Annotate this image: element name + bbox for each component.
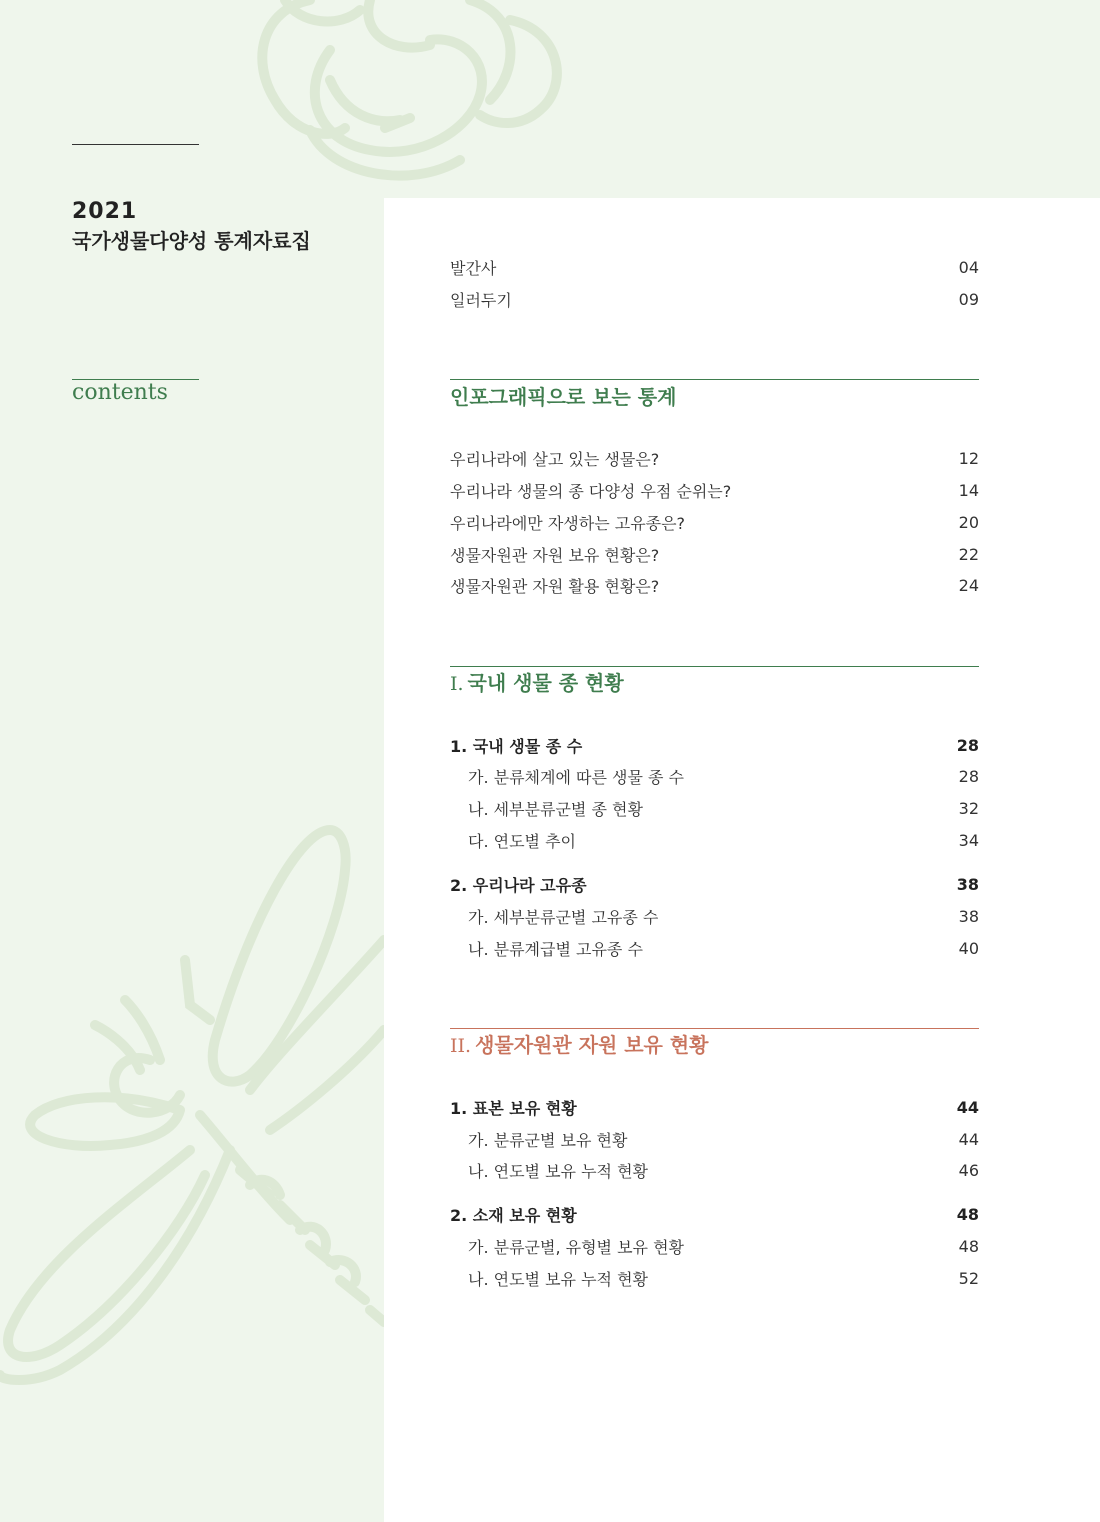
toc-entry-label: 발간사 [450, 258, 497, 278]
toc-entry[interactable] [450, 256, 979, 278]
toc-entry-label: 가. 분류군별 보유 현황 [468, 1130, 628, 1150]
toc-entry-label: 우리나라에만 자생하는 고유종은? [450, 513, 686, 533]
flower-illustration [0, 0, 1100, 200]
toc-entry-page: 52 [958, 1268, 979, 1288]
toc-chapter[interactable] [450, 1096, 979, 1118]
toc-entry[interactable] [450, 543, 979, 565]
toc-entry-page: 48 [958, 1236, 979, 1256]
toc-entry[interactable] [450, 447, 979, 469]
toc-entry-page: 12 [958, 448, 979, 468]
toc-entry[interactable] [468, 937, 979, 959]
toc-chapter-label: 1. 국내 생물 종 수 [450, 736, 583, 756]
section-title: 국내 생물 종 현황 [467, 671, 624, 695]
toc-entry-page: 32 [958, 798, 979, 818]
toc-entry-page: 09 [958, 289, 979, 309]
toc-chapter-page: 44 [956, 1097, 979, 1117]
toc-entry-page: 34 [958, 830, 979, 850]
toc-entry-page: 46 [958, 1160, 979, 1180]
sidebar-top-rule [72, 144, 199, 145]
toc-entry-page: 14 [958, 480, 979, 500]
toc-entry[interactable] [450, 288, 979, 310]
section-rule [450, 379, 979, 380]
toc-entry-label: 나. 세부분류군별 종 현황 [468, 799, 643, 819]
toc-entry-page: 22 [958, 544, 979, 564]
toc-entry-label: 가. 세부분류군별 고유종 수 [468, 907, 659, 927]
toc-chapter-label: 1. 표본 보유 현황 [450, 1098, 577, 1118]
toc-entry-label: 가. 분류체계에 따른 생물 종 수 [468, 767, 684, 787]
section-rule [450, 1028, 979, 1029]
section-heading-2[interactable] [450, 1030, 708, 1060]
toc-entry[interactable] [468, 765, 979, 787]
section-heading-1[interactable] [450, 668, 624, 698]
toc-entry-label: 나. 연도별 보유 누적 현황 [468, 1161, 648, 1181]
toc-entry-label: 일러두기 [450, 290, 512, 310]
toc-entry[interactable] [450, 511, 979, 533]
book-year: 2021 [72, 199, 138, 224]
toc-entry[interactable] [468, 829, 979, 851]
toc-entry-page: 38 [958, 906, 979, 926]
toc-entry-page: 24 [958, 575, 979, 595]
toc-entry-page: 28 [958, 766, 979, 786]
toc-chapter[interactable] [450, 873, 979, 895]
section-numeral: II. [450, 1035, 472, 1057]
toc-entry[interactable] [468, 1235, 979, 1257]
toc-entry[interactable] [468, 905, 979, 927]
toc-chapter-page: 28 [956, 735, 979, 755]
toc-entry-label: 나. 분류계급별 고유종 수 [468, 939, 643, 959]
toc-entry-page: 04 [958, 257, 979, 277]
toc-entry-label: 생물자원관 자원 활용 현황은? [450, 576, 660, 596]
toc-chapter-label: 2. 우리나라 고유종 [450, 875, 587, 895]
contents-label: contents [72, 380, 168, 405]
toc-entry[interactable] [468, 1267, 979, 1289]
toc-chapter[interactable] [450, 1203, 979, 1225]
toc-entry-label: 생물자원관 자원 보유 현황은? [450, 545, 660, 565]
toc-entry[interactable] [468, 797, 979, 819]
section-numeral: I. [450, 673, 464, 695]
toc-entry[interactable] [450, 574, 979, 596]
toc-entry-label: 우리나라 생물의 종 다양성 우점 순위는? [450, 481, 732, 501]
toc-chapter[interactable] [450, 734, 979, 756]
toc-chapter-label: 2. 소재 보유 현황 [450, 1205, 577, 1225]
toc-entry-page: 44 [958, 1129, 979, 1149]
section-title: 생물자원관 자원 보유 현황 [475, 1033, 709, 1057]
toc-entry-label: 우리나라에 살고 있는 생물은? [450, 449, 660, 469]
section-rule [450, 666, 979, 667]
toc-entry-label: 나. 연도별 보유 누적 현황 [468, 1269, 648, 1289]
toc-entry[interactable] [468, 1128, 979, 1150]
toc-entry-label: 가. 분류군별, 유형별 보유 현황 [468, 1237, 684, 1257]
toc-entry[interactable] [468, 1159, 979, 1181]
toc-entry[interactable] [450, 479, 979, 501]
book-title: 국가생물다양성 통계자료집 [72, 229, 311, 253]
toc-entry-page: 40 [958, 938, 979, 958]
toc-entry-label: 다. 연도별 추이 [468, 831, 576, 851]
toc-chapter-page: 48 [956, 1204, 979, 1224]
toc-chapter-page: 38 [956, 874, 979, 894]
toc-entry-page: 20 [958, 512, 979, 532]
section-heading-infographic[interactable]: 인포그래픽으로 보는 통계 [450, 385, 677, 409]
book-title-block [72, 198, 311, 256]
